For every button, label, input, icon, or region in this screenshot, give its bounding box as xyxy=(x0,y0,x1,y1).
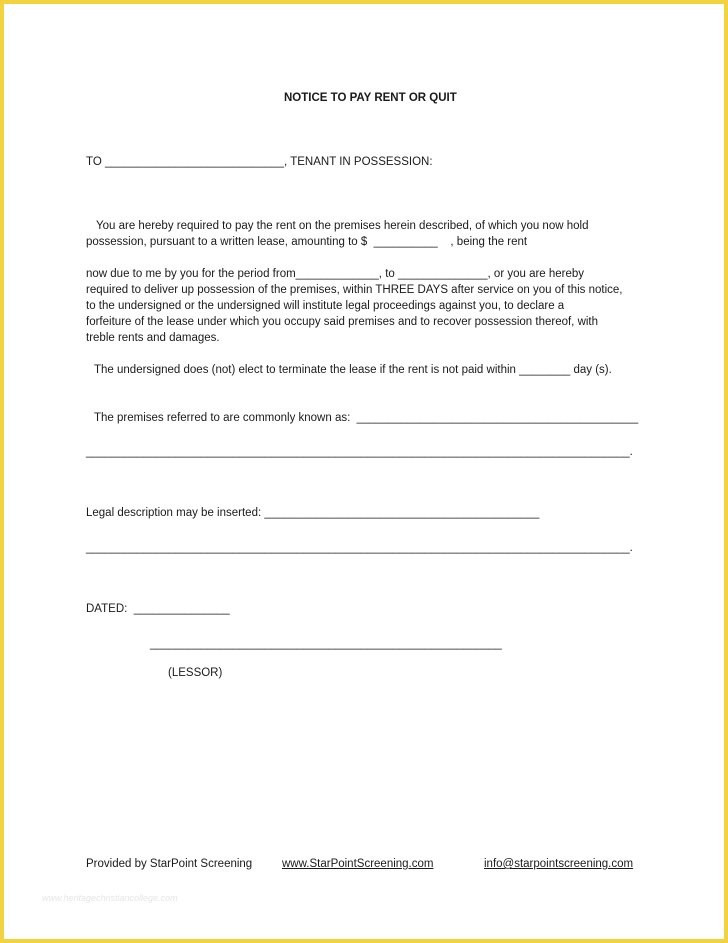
para2-line5: treble rents and damages. xyxy=(86,332,220,344)
terminate-line: The undersigned does (not) elect to terminate the lease if the rent is not paid within ________ day (s). xyxy=(94,364,612,376)
watermark: www.heritagechristiancollege.com xyxy=(42,893,178,903)
premises-line2: _____________________________________________________________________________________. xyxy=(86,446,633,458)
to-line: TO ____________________________, TENANT IN POSSESSION: xyxy=(86,156,433,168)
dated-line: DATED: _______________ xyxy=(86,603,230,615)
lessor-label: (LESSOR) xyxy=(168,667,223,679)
document-page xyxy=(4,4,724,939)
footer-website-link[interactable]: www.StarPointScreening.com xyxy=(282,858,434,870)
para1-line1: You are hereby required to pay the rent on the premises herein described, of which you now hold xyxy=(96,220,589,232)
para2-line4: forfeiture of the lease under which you occupy said premises and to recover possession thereof, with xyxy=(86,316,599,328)
signature-line: _______________________________________________________ xyxy=(150,638,502,650)
legal-line2: _____________________________________________________________________________________. xyxy=(86,542,633,554)
footer-provided-by: Provided by StarPoint Screening xyxy=(86,858,253,870)
para2-line2: required to deliver up possession of the premises, within THREE DAYS after service on you of this notice, xyxy=(86,284,623,296)
footer-email-link[interactable]: info@starpointscreening.com xyxy=(484,858,634,870)
legal-line1: Legal description may be inserted: ___________________________________________ xyxy=(86,507,540,519)
document-title: NOTICE TO PAY RENT OR QUIT xyxy=(284,92,457,104)
premises-line1: The premises referred to are commonly known as: ____________________________________________ xyxy=(94,412,639,424)
para2-line3: to the undersigned or the undersigned will institute legal proceedings against you, to declare a xyxy=(86,300,565,312)
para2-line1: now due to me by you for the period from_____________, to ______________, or you are hereby xyxy=(86,268,585,280)
para1-line2: possession, pursuant to a written lease, amounting to $ __________ , being the rent xyxy=(86,236,528,248)
